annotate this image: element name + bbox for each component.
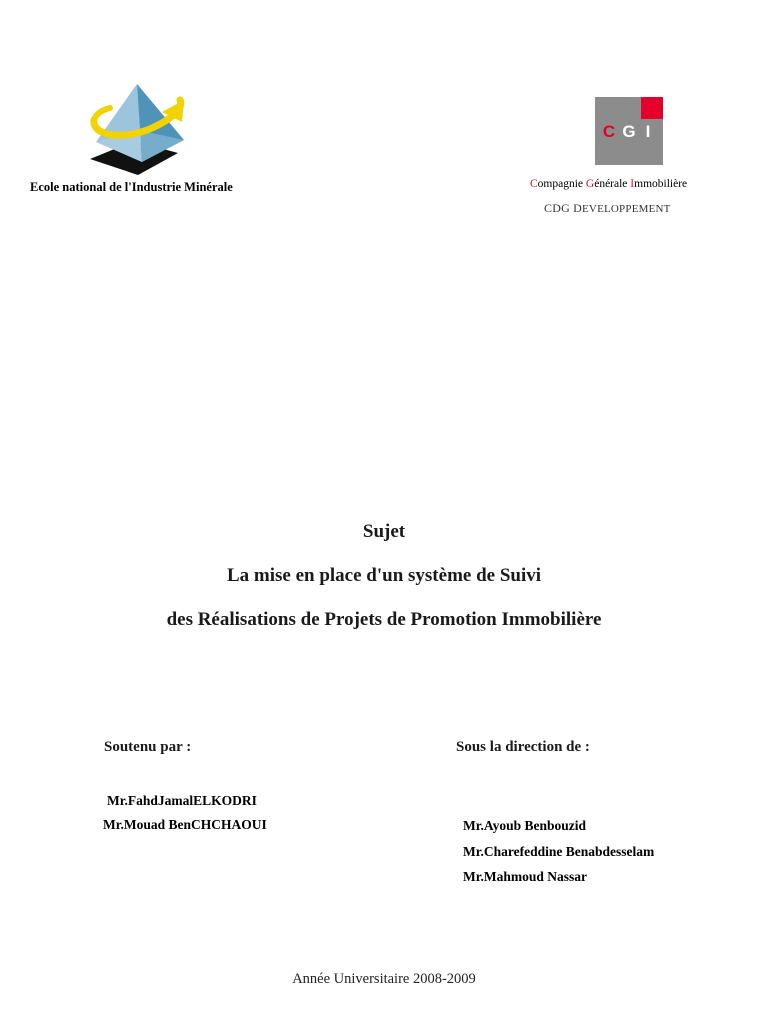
student-name: Mr.FahdJamalELKODRI xyxy=(107,793,257,808)
company-name-part: ompagnie xyxy=(537,178,586,190)
company-name-part: G xyxy=(585,178,595,190)
supervisor-name: Mr.Ayoub Benbouzid xyxy=(463,818,587,833)
subject-title-line-2: des Réalisations de Projets de Promotion Immobilière xyxy=(166,609,602,630)
supervision-label: Sous la direction de : xyxy=(456,739,590,755)
company-name-part: mmobilière xyxy=(634,178,688,190)
academic-year: Année Universitaire 2008-2009 xyxy=(292,971,476,987)
company-name-part: I xyxy=(630,178,635,190)
company-name-part: énérale xyxy=(594,178,631,190)
school-name: Ecole national de l'Industrie Minérale xyxy=(30,180,233,194)
company-logo xyxy=(595,97,663,165)
company-logo-letter-i: I xyxy=(645,122,651,141)
parent-company-suffix: EVELOPPEMENT xyxy=(582,203,671,215)
company-logo-letter-g: G xyxy=(622,122,636,141)
school-logo xyxy=(88,82,192,178)
parent-company-prefix: CDG D xyxy=(544,201,583,215)
parent-company-name xyxy=(544,201,671,216)
company-name xyxy=(530,178,687,190)
company-name-part: C xyxy=(530,178,538,190)
student-name: Mr.Mouad BenCHCHAOUI xyxy=(103,817,267,832)
subject-title-line-1: La mise en place d'un système de Suivi xyxy=(226,565,542,586)
presented-by-label: Soutenu par : xyxy=(104,739,192,755)
supervisor-name: Mr.Charefeddine Benabdesselam xyxy=(463,844,655,859)
supervisor-name: Mr.Mahmoud Nassar xyxy=(463,869,588,884)
company-logo-letter-c: C xyxy=(602,122,616,141)
subject-heading: Sujet xyxy=(362,521,406,542)
